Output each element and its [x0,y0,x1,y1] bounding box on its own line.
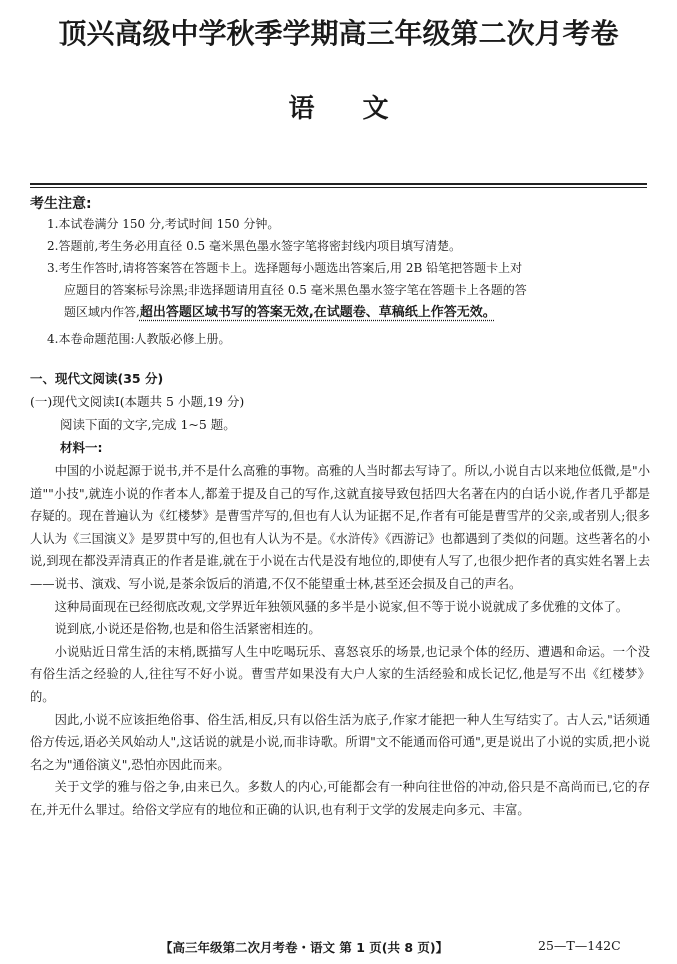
notice-item-3-cont [47,279,652,301]
material-label: 材料一: [60,440,103,455]
paragraph-3: 说到底,小说还是俗物,也是和俗生活紧密相连的。 [54,622,321,637]
paragraph-5: 因此,小说不应该拒绝俗事、俗生活,相反,只有以俗生活为底子,作家才能把一种人生写结实了。古人云,"话须通俗方传远,语必关风始动人",这话说的就是小说,而非诗歌。所谓"文不能通而俗可通",更是说出了小说的实质,把小说名之为"通俗演义",恐怕亦因此而来。 [30,712,650,772]
paragraph-1: 中国的小说起源于说书,并不是什么高雅的事物。高雅的人当时都去写诗了。所以,小说自古以来地位低微,是"小道""小技",就连小说的作者本人,都羞于提及自己的写作,这就直接导致包括四大名著在内的白话小说,作者几乎都是存疑的。现在普遍认为《红楼梦》是曹雪芹写的,但也有人认为证据不足,作者有可能是曹雪芹的父亲,或者别人;很多人认为《三国演义》是罗贯中写的,但也有人认为不是。《水浒传》《西游记》也都遇到了类似的问题。这些著名的小说,到现在都没弄清真正的作者是谁,就在于小说在古代是没有地位的,即使有人写了,也很少把作者的真实姓名署上去——说书、演戏、写小说,是茶余饭后的消遣,不仅不能望重士林,甚至还会损及自己的声名。 [30,464,650,591]
exam-code: 25—T—142C [538,938,621,953]
subsection-heading: (一)现代文阅读Ⅰ(本题共 5 小题,19 分) [30,394,245,409]
notice-item-2: 2.答题前,考生务必用直径 0.5 毫米黑色墨水签字笔将密封线内项目填写清楚。 [47,239,461,253]
article-body [30,460,650,822]
paragraph-6: 关于文学的雅与俗之争,由来已久。多数人的内心,可能都会有一种向往世俗的冲动,俗只是不高尚而已,它的存在,并无什么罪过。给俗文学应有的地位和正确的认识,也有利于文学的发展走向多元、丰富。 [30,780,650,817]
notice-list [47,213,652,350]
notice-item-4: 4.本卷命题范围:人教版必修上册。 [47,332,231,346]
divider-thin [30,187,647,188]
notice-item-3-line2: 应题目的答案标号涂黑;非选择题请用直径 0.5 毫米黑色墨水签字笔在答题卡上各题的答 [64,283,527,297]
section-heading: 一、现代文阅读(35 分) [30,371,164,386]
paragraph-2: 这种局面现在已经彻底改观,文学界近年独领风骚的多半是小说家,但不等于说小说就成了多优雅的文体了。 [54,599,629,614]
notice-item-3-line3: 题区域内作答, [64,305,140,319]
divider-thick [30,183,647,185]
notice-item-3-cont2 [47,301,652,324]
instruction: 阅读下面的文字,完成 1~5 题。 [60,417,236,432]
paragraph-4: 小说贴近日常生活的末梢,既描写人生中吃喝玩乐、喜怒哀乐的场景,也记录个体的经历、遭遇和命运。一个没有俗生活之经验的人,往往写不好小说。曹雪芹如果没有大户人家的生活经验和成长记忆,他是写不出《红楼梦》的。 [30,644,650,704]
exam-title: 顶兴高级中学秋季学期高三年级第二次月考卷 [58,17,619,50]
notice-title: 考生注意: [30,196,92,212]
notice-item-1: 1.本试卷满分 150 分,考试时间 150 分钟。 [47,217,280,231]
notice-warning: 超出答题区域书写的答案无效,在试题卷、草稿纸上作答无效。 [139,305,496,320]
page-footer: 【高三年级第二次月考卷・语文 第 1 页(共 8 页)】 [160,940,449,955]
notice-item-3: 3.考生作答时,请将答案答在答题卡上。选择题每小题选出答案后,用 2B 铅笔把答题卡上对 [47,261,523,275]
subject-title: 语文 [288,94,437,124]
